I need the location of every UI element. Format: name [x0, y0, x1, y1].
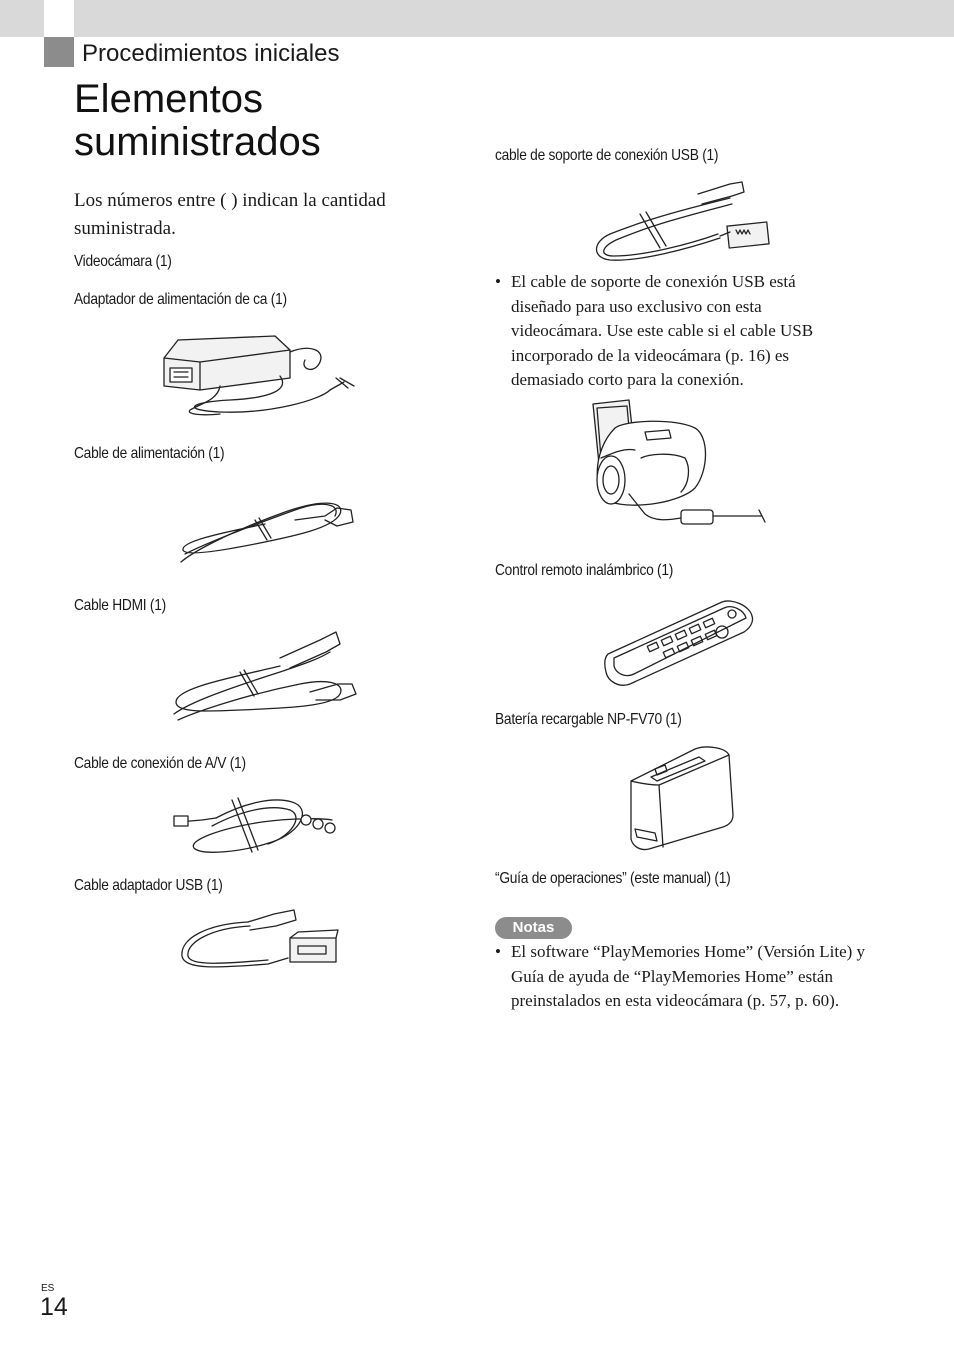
header-bar — [74, 0, 954, 37]
camcorder-icon — [585, 398, 770, 533]
item-label-videocamara: Videocámara (1) — [74, 253, 172, 270]
power-cord-icon — [175, 490, 365, 570]
intro-text: Los números entre ( ) indican la cantidad suministrada. — [74, 190, 386, 239]
item-label-power-cord: Cable de alimentación (1) — [74, 445, 225, 462]
page-language: ES — [41, 1283, 55, 1294]
bullet-dot: • — [495, 942, 501, 961]
battery-icon — [625, 745, 737, 853]
usb-note-text: El cable de soporte de conexión USB está diseñado para uso exclusivo con esta videocámara. Use este cable si el cable USB incorporado de la videocámara (p. 16) es demasiado corto para la conexión. — [511, 272, 814, 389]
section-marker — [44, 37, 74, 67]
usb-adapter-cable-icon — [178, 908, 343, 973]
notes-item — [495, 940, 871, 1014]
hdmi-cable-icon — [170, 628, 365, 728]
item-label-manual: “Guía de operaciones” (este manual) (1) — [495, 870, 731, 887]
item-label-av: Cable de conexión de A/V (1) — [74, 755, 246, 772]
item-label-battery: Batería recargable NP-FV70 (1) — [495, 711, 682, 728]
header-bar-left — [0, 0, 44, 37]
page-title-line-1: Elementos — [74, 77, 263, 121]
item-label-remote: Control remoto inalámbrico (1) — [495, 562, 674, 579]
item-label-ac-adapter: Adaptador de alimentación de ca (1) — [74, 291, 287, 308]
notes-badge: Notas — [495, 917, 572, 939]
page-title — [74, 78, 321, 164]
item-label-usb-support-cable: cable de soporte de conexión USB (1) — [495, 147, 719, 164]
page-title-line-2: suministrados — [74, 120, 321, 164]
usb-note — [495, 270, 846, 393]
item-label-hdmi: Cable HDMI (1) — [74, 597, 166, 614]
notes-text: El software “PlayMemories Home” (Versión Lite) y Guía de ayuda de “PlayMemories Home” están preinstalados en esta videocámara (p. 57, p. 60). — [511, 942, 866, 1010]
bullet-dot: • — [495, 272, 501, 291]
section-title: Procedimientos iniciales — [82, 40, 340, 67]
page-number: 14 — [40, 1293, 68, 1321]
item-label-usb-adapter: Cable adaptador USB (1) — [74, 877, 223, 894]
av-cable-icon — [172, 792, 347, 862]
usb-support-cable-icon — [590, 178, 780, 268]
remote-control-icon — [604, 598, 754, 690]
ac-adapter-icon — [160, 330, 360, 420]
